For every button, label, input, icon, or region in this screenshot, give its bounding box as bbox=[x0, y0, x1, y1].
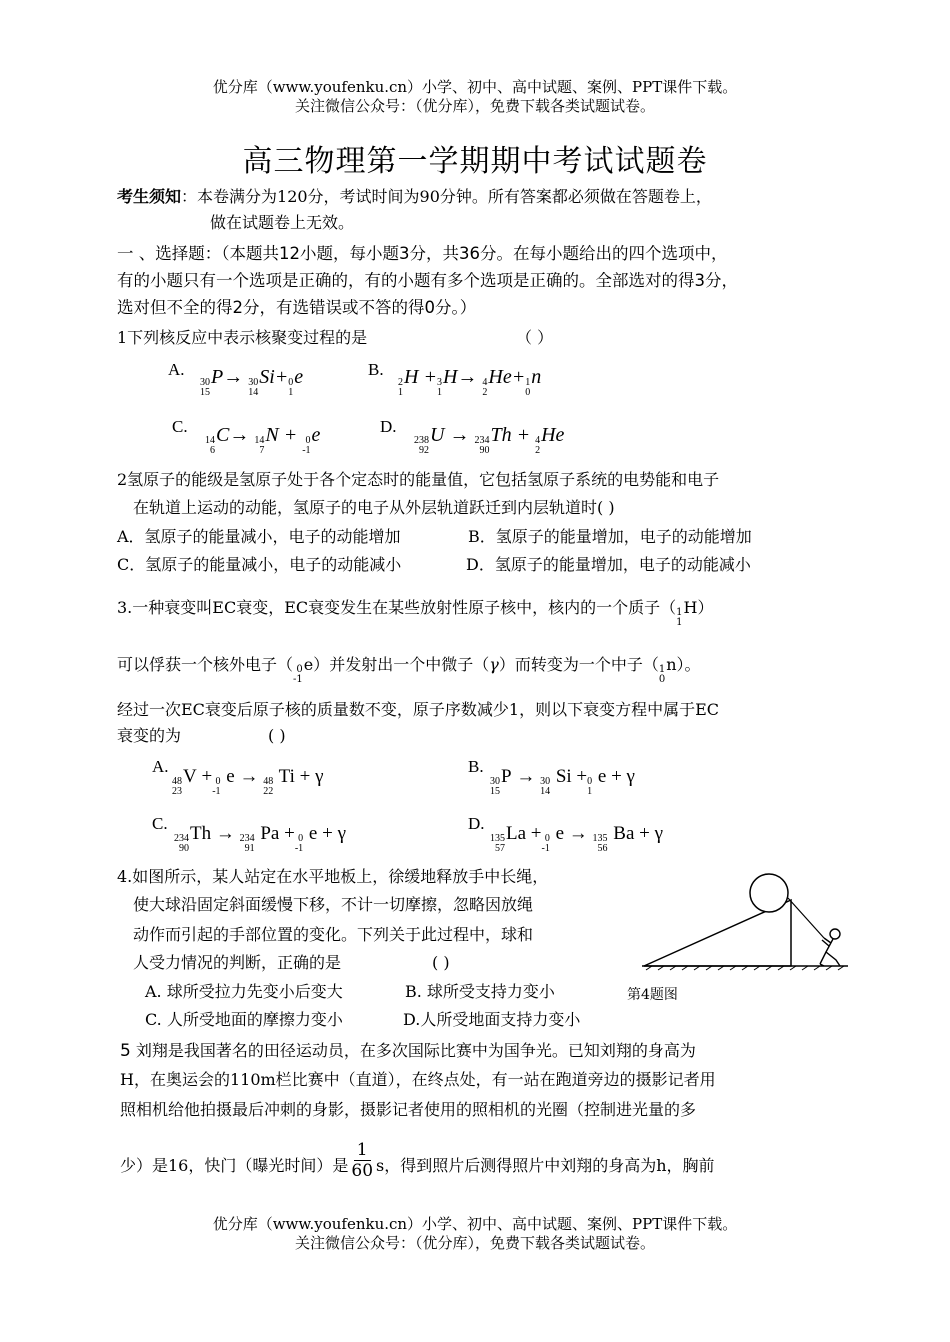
footer-line-2: 关注微信公众号：（优分库），免费下载各类试题试卷。 bbox=[294, 1234, 655, 1252]
q3-paren: ( ) bbox=[268, 726, 286, 745]
q4-line-2: 使大球沿固定斜面缓慢下移，不计一切摩擦，忽略因放绳 bbox=[133, 895, 534, 914]
header-line-2: 关注微信公众号：（优分库），免费下载各类试题试卷。 bbox=[294, 97, 655, 115]
notice-text-2: 做在试题卷上无效。 bbox=[210, 213, 355, 232]
q5-line-3: 照相机给他拍摄最后冲刺的身影，摄影记者使用的照相机的光圈（控制进光量的多 bbox=[120, 1100, 697, 1119]
q5-line-2: H，在奥运会的110m栏比赛中（直道），在终点处，有一站在跑道旁边的摄影记者用 bbox=[120, 1070, 716, 1089]
rope bbox=[788, 898, 824, 938]
q1-option-b-label: B. bbox=[368, 360, 384, 379]
q4-option-a: A. 球所受拉力先变小后变大 bbox=[145, 982, 343, 1001]
q5-line-1 bbox=[120, 1040, 696, 1062]
q3-option-a-equation: 48 23 V + 0 -1 e → 48 22 Ti + γ bbox=[172, 766, 324, 797]
q4-figure-incline bbox=[636, 870, 858, 975]
footer-line-1: 优分库（www.youfenku.cn）小学、初中、高中试题、案例、PPT课件下载。 bbox=[212, 1215, 738, 1233]
q2-option-c: C．氢原子的能量减小，电子的动能减小 bbox=[117, 555, 402, 574]
q2-line-1: 2氢原子的能级是氢原子处于各个定态时的能量值，它包括氢原子系统的电势能和电子 bbox=[117, 470, 720, 489]
notice-text-1: ：本卷满分为120分，考试时间为90分钟。所有答案都必须做在答题卷上， bbox=[181, 187, 712, 206]
q1-stem: 1下列核反应中表示核聚变过程的是 bbox=[117, 328, 368, 347]
section1-line-2: 有的小题只有一个选项是正确的，有的小题有多个选项是正确的。全部选对的得3分， bbox=[117, 271, 738, 290]
q1-paren: （ ） bbox=[516, 328, 554, 347]
q1-option-d-equation: 238 92 U → 234 90 Th + 4 2 He bbox=[414, 424, 565, 456]
q3-line-3: 经过一次EC衰变后原子核的质量数不变，原子序数减少1，则以下衰变方程中属于EC bbox=[117, 700, 720, 719]
q3-option-c-label: C. bbox=[152, 814, 168, 833]
q2-option-b: B．氢原子的能量增加，电子的动能增加 bbox=[468, 527, 752, 546]
q3-option-a-label: A. bbox=[152, 757, 169, 776]
q1-option-d-label: D. bbox=[380, 417, 397, 436]
q1-option-a-label: A. bbox=[168, 360, 185, 379]
section1-line-1: 一 、选择题：（本题共12小题，每小题3分，共36分。在每小题给出的四个选项中， bbox=[117, 244, 728, 263]
q1-option-b-equation: 2 1 H + 3 1 H→ 4 2 He+ 1 0 n bbox=[398, 366, 542, 398]
q4-option-c: C. 人所受地面的摩擦力变小 bbox=[145, 1010, 343, 1029]
q3-option-d-label: D. bbox=[468, 814, 485, 833]
ball bbox=[750, 874, 788, 912]
q3-option-c-equation: 234 90 Th → 234 91 Pa + 0 -1 e + γ bbox=[174, 823, 346, 854]
q4-option-b: B. 球所受支持力变小 bbox=[405, 982, 555, 1001]
q4-line-3: 动作而引起的手部位置的变化。下列关于此过程中，球和 bbox=[133, 925, 534, 944]
page-title: 高三物理第一学期期中考试试题卷 bbox=[242, 144, 708, 179]
q4-line-4: 人受力情况的判断，正确的是 bbox=[133, 953, 342, 972]
q2-option-a: A．氢原子的能量减小，电子的动能增加 bbox=[117, 527, 401, 546]
q1-option-c-equation: 14 6 C→ 14 7 N + 0 -1 e bbox=[205, 424, 321, 456]
q3-option-b-label: B. bbox=[468, 757, 484, 776]
q3-proton-symbol: H） bbox=[683, 598, 714, 617]
q3-line-2-text-d: n）。 bbox=[666, 655, 701, 674]
q3-line-2-text-b: e）并发射出一个中微子（ bbox=[303, 655, 490, 674]
q5-line-4-text-b: s，得到照片后测得照片中刘翔的身高为h，胸前 bbox=[376, 1156, 715, 1175]
q4-paren: ( ) bbox=[432, 953, 450, 972]
q3-line-2-text-a: 可以俘获一个核外电子（ bbox=[117, 655, 294, 674]
header-line-1: 优分库（www.youfenku.cn）小学、初中、高中试题、案例、PPT课件下载。 bbox=[212, 78, 738, 96]
q3-option-d-equation: 135 57 La + 0 -1 e → 135 56 Ba + γ bbox=[490, 823, 664, 854]
notice-label: 考生须知 bbox=[117, 187, 182, 206]
q3-neutrino-symbol: γ bbox=[489, 655, 499, 674]
person-figure bbox=[820, 929, 840, 966]
q5-line-4-text-a: 少）是16，快门（曝光时间）是 bbox=[120, 1156, 349, 1175]
q5-fraction-numerator: 1 bbox=[354, 1140, 371, 1161]
q1-option-c-label: C. bbox=[172, 417, 188, 436]
q2-line-2: 在轨道上运动的动能，氢原子的电子从外层轨道跃迁到内层轨道时( ) bbox=[133, 498, 615, 517]
section1-line-3: 选对但不全的得2分，有选错误或不答的得0分。） bbox=[117, 298, 477, 317]
q1-option-a-equation: 30 15 P→ 30 14 Si+ 0 1 e bbox=[200, 366, 304, 398]
q3-line-4: 衰变的为 bbox=[117, 726, 182, 745]
q5-number: 5 bbox=[120, 1041, 131, 1061]
notice bbox=[117, 186, 712, 208]
q4-figure-caption: 第4题图 bbox=[627, 987, 678, 1003]
q5-fraction bbox=[351, 1140, 373, 1181]
q3-line-1: 3.一种衰变叫EC衰变，EC衰变发生在某些放射性原子核中，核内的一个质子（ 1 1 H） bbox=[117, 598, 714, 628]
q5-line-1-text: 刘翔是我国著名的田径运动员，在多次国际比赛中为国争光。已知刘翔的身高为 bbox=[130, 1041, 696, 1060]
q4-line-1: 4.如图所示，某人站定在水平地板上，徐缓地释放手中长绳， bbox=[117, 867, 549, 886]
q3-line-2-text-c: ）而转变为一个中子（ bbox=[498, 655, 659, 674]
q5-fraction-denominator: 60 bbox=[351, 1161, 374, 1181]
q4-option-d: D.人所受地面支持力变小 bbox=[403, 1010, 581, 1029]
q3-line-1-text: 3.一种衰变叫EC衰变，EC衰变发生在某些放射性原子核中，核内的一个质子（ bbox=[117, 598, 677, 617]
q5-line-4 bbox=[120, 1140, 715, 1187]
q2-option-d: D．氢原子的能量增加，电子的动能减小 bbox=[466, 555, 751, 574]
q3-option-b-equation: 30 15 P → 30 14 Si + 0 1 e + γ bbox=[490, 766, 635, 797]
q3-line-2: 可以俘获一个核外电子（ 0 -1 e）并发射出一个中微子（γ）而转变为一个中子（ 1 0 n）。 bbox=[117, 655, 701, 685]
